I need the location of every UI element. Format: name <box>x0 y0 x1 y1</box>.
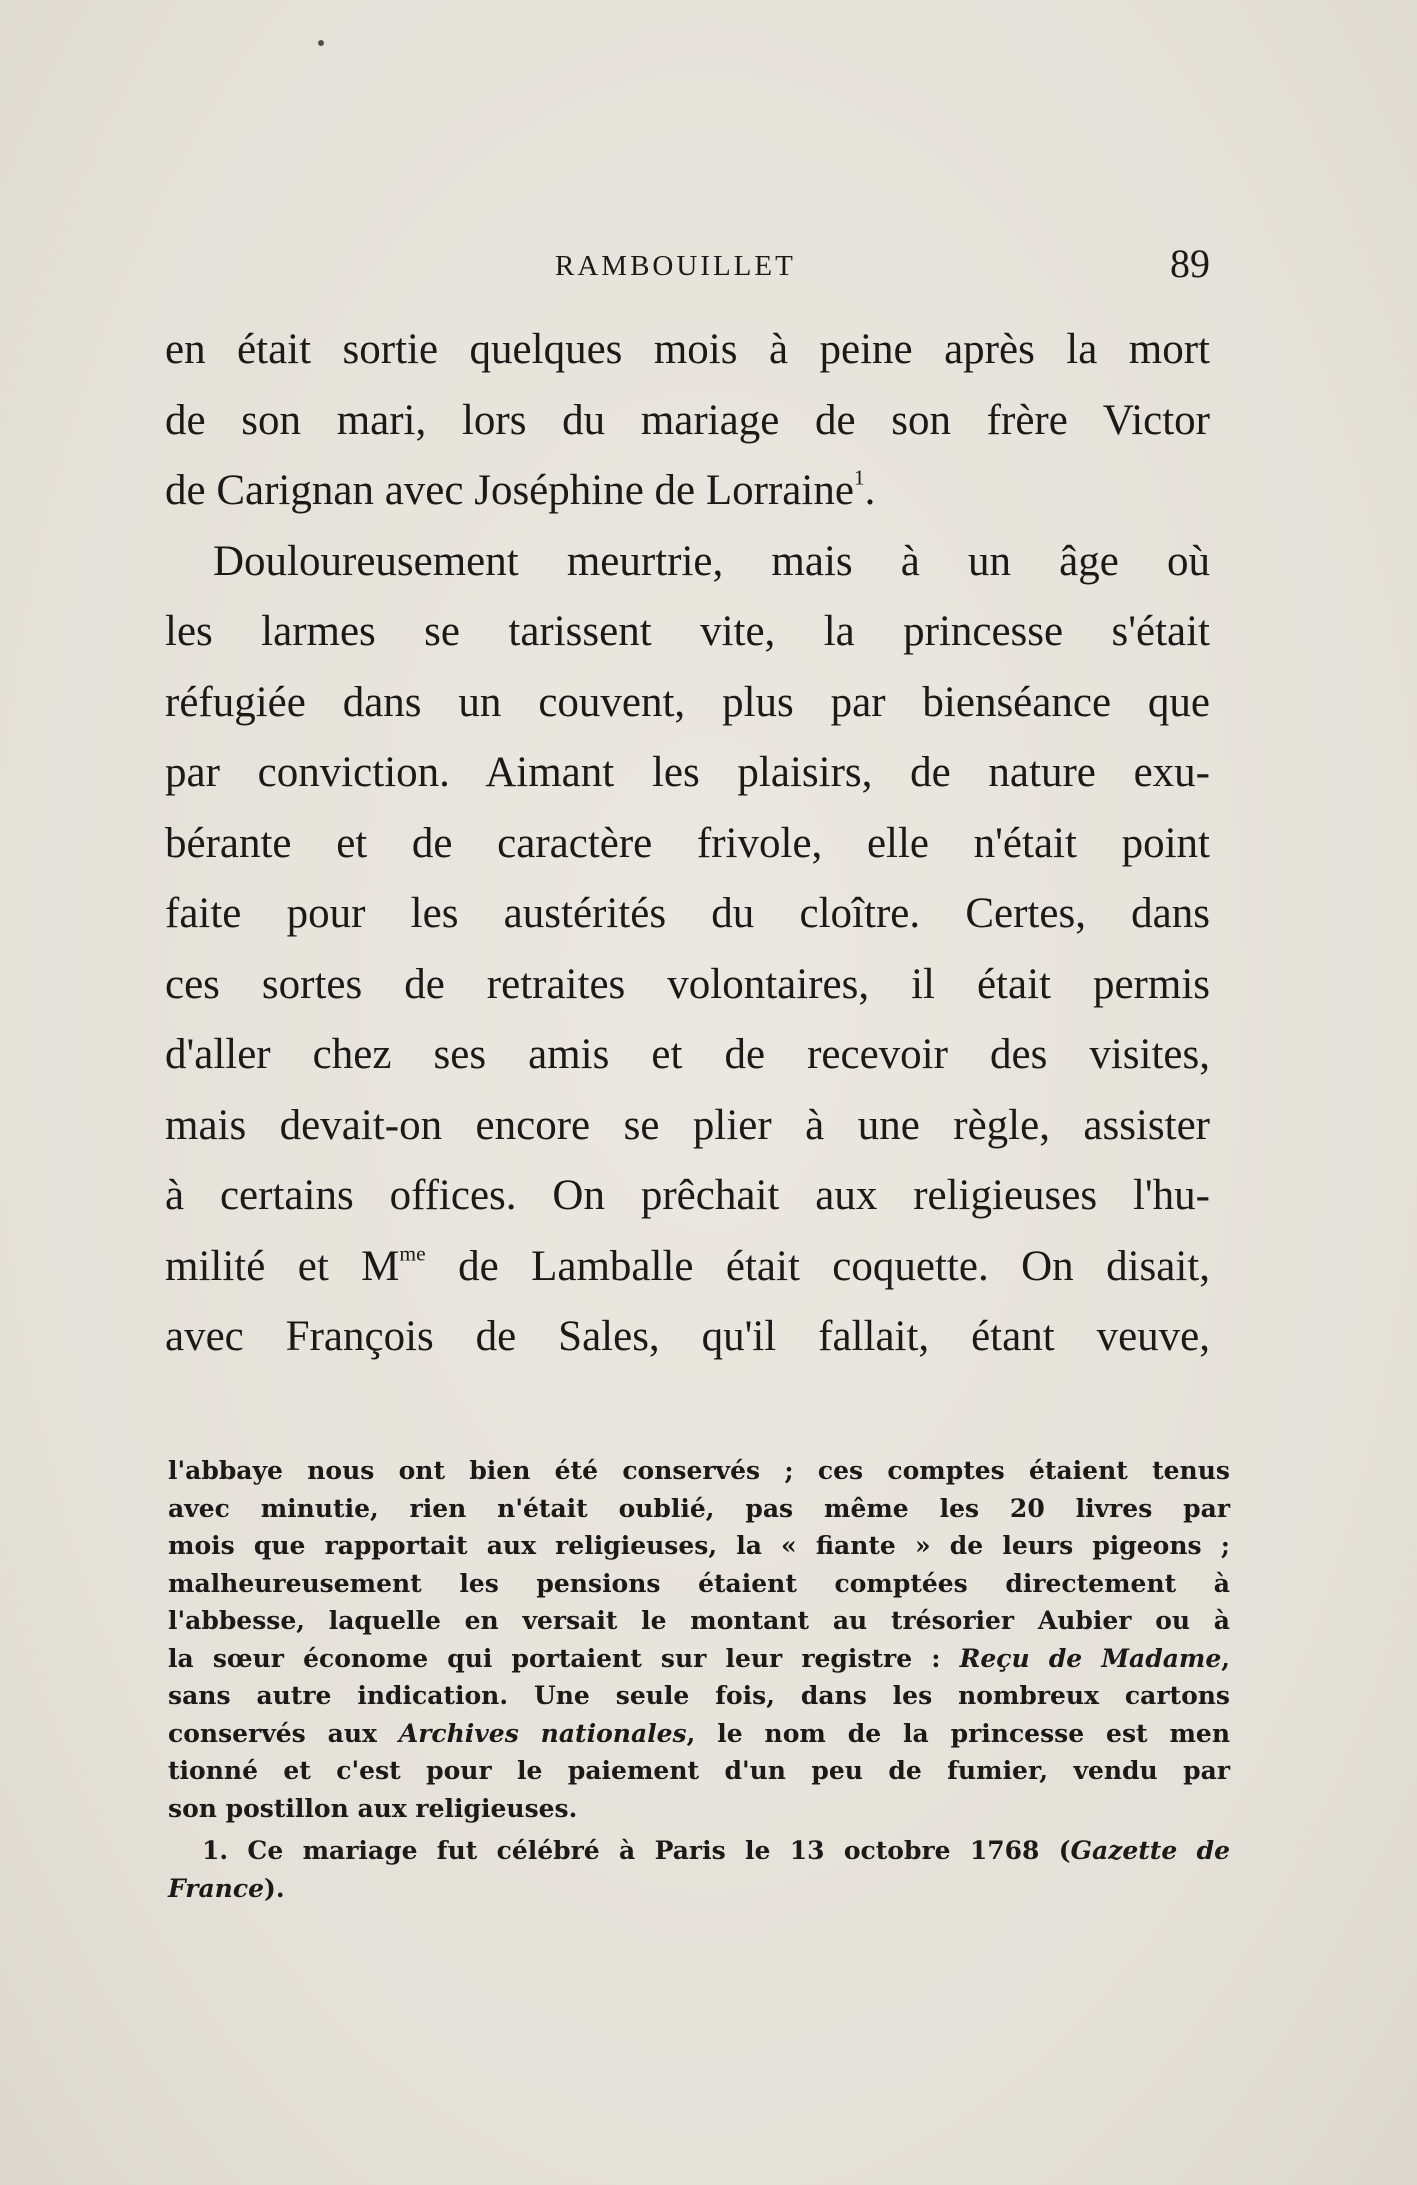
footnote-line: l'abbesse, laquelle en versait le montant au trésorier Aubier ou à <box>168 1606 1230 1635</box>
footnote-line <box>168 1715 1230 1753</box>
footnote-italic: Archives nationales <box>398 1718 687 1748</box>
ink-speck <box>318 40 324 46</box>
footnote-line <box>168 1640 1230 1678</box>
body-line <box>165 1232 1210 1303</box>
running-head: RAMBOUILLET <box>555 250 796 282</box>
footnote-line: sans autre indication. Une seule fois, dans les nombreux cartons <box>168 1681 1230 1710</box>
body-line-punctuation: . <box>864 467 876 514</box>
footnote-text: 1. Ce mariage fut célébré à Paris le 13 octobre 1768 ( <box>202 1836 1071 1865</box>
body-line: bérante et de caractère frivole, elle n'était point <box>165 819 1210 867</box>
footnote-text: la sœur économe qui portaient sur leur registre : <box>168 1643 960 1673</box>
body-line: d'aller chez ses amis et de recevoir des visites, <box>165 1031 1210 1078</box>
body-text <box>165 315 1210 1373</box>
body-line-text: milité et M <box>165 1242 400 1290</box>
footnote-reference: 1 <box>853 465 865 490</box>
footnotes <box>168 1452 1230 1907</box>
body-line: en était sortie quelques mois à peine après la mort <box>165 326 1210 373</box>
footnote-text: ). <box>263 1873 285 1903</box>
footnote-line: avec minutie, rien n'était oublié, pas même les 20 livres par <box>168 1493 1230 1523</box>
footnote-line: tionné et c'est pour le paiement d'un peu de fumier, vendu par <box>168 1756 1230 1785</box>
footnote-line <box>168 1870 1230 1908</box>
abbreviation-superscript: me <box>399 1241 426 1266</box>
body-line: Douloureusement meurtrie, mais à un âge où <box>213 537 1210 585</box>
footnote-line: son postillon aux religieuses. <box>168 1793 578 1823</box>
body-line: les larmes se tarissent vite, la princesse s'était <box>165 608 1210 655</box>
body-line-text: de Carignan avec Joséphine de Lorraine <box>165 467 854 514</box>
footnote-line <box>168 1832 1230 1870</box>
body-line-text: de Lamballe était coquette. On disait, <box>425 1242 1210 1290</box>
body-line: faite pour les austérités du cloître. Certes, dans <box>165 890 1210 937</box>
body-line: mais devait-on encore se plier à une règle, assister <box>165 1101 1210 1149</box>
footnote-text: conservés aux <box>168 1718 399 1748</box>
page-number: 89 <box>1170 241 1210 286</box>
footnote-line: l'abbaye nous ont bien été conservés ; ces comptes étaient tenus <box>168 1456 1230 1485</box>
body-line: de son mari, lors du mariage de son frère Victor <box>165 396 1210 444</box>
body-line: avec François de Sales, qu'il fallait, étant veuve, <box>165 1313 1210 1360</box>
footnote-text: , <box>1221 1643 1230 1673</box>
footnote-italic: Gazette de <box>1070 1836 1230 1865</box>
footnote-line: malheureusement les pensions étaient comptées directement à <box>168 1568 1230 1598</box>
footnote-line: mois que rapportait aux religieuses, la « fiante » de leurs pigeons ; <box>168 1531 1230 1560</box>
page-header <box>165 240 1210 290</box>
body-line: ces sortes de retraites volontaires, il était permis <box>165 960 1210 1008</box>
footnote-italic: France <box>168 1873 264 1903</box>
body-line: réfugiée dans un couvent, plus par bienséance que <box>165 678 1210 726</box>
body-line: à certains offices. On prêchait aux religieuses l'hu- <box>165 1172 1210 1219</box>
body-line: par conviction. Aimant les plaisirs, de nature exu- <box>165 749 1210 796</box>
body-line <box>165 456 1210 527</box>
footnote-italic: Reçu de Madame <box>959 1643 1222 1673</box>
footnote-text: , le nom de la princesse est men <box>686 1718 1230 1748</box>
